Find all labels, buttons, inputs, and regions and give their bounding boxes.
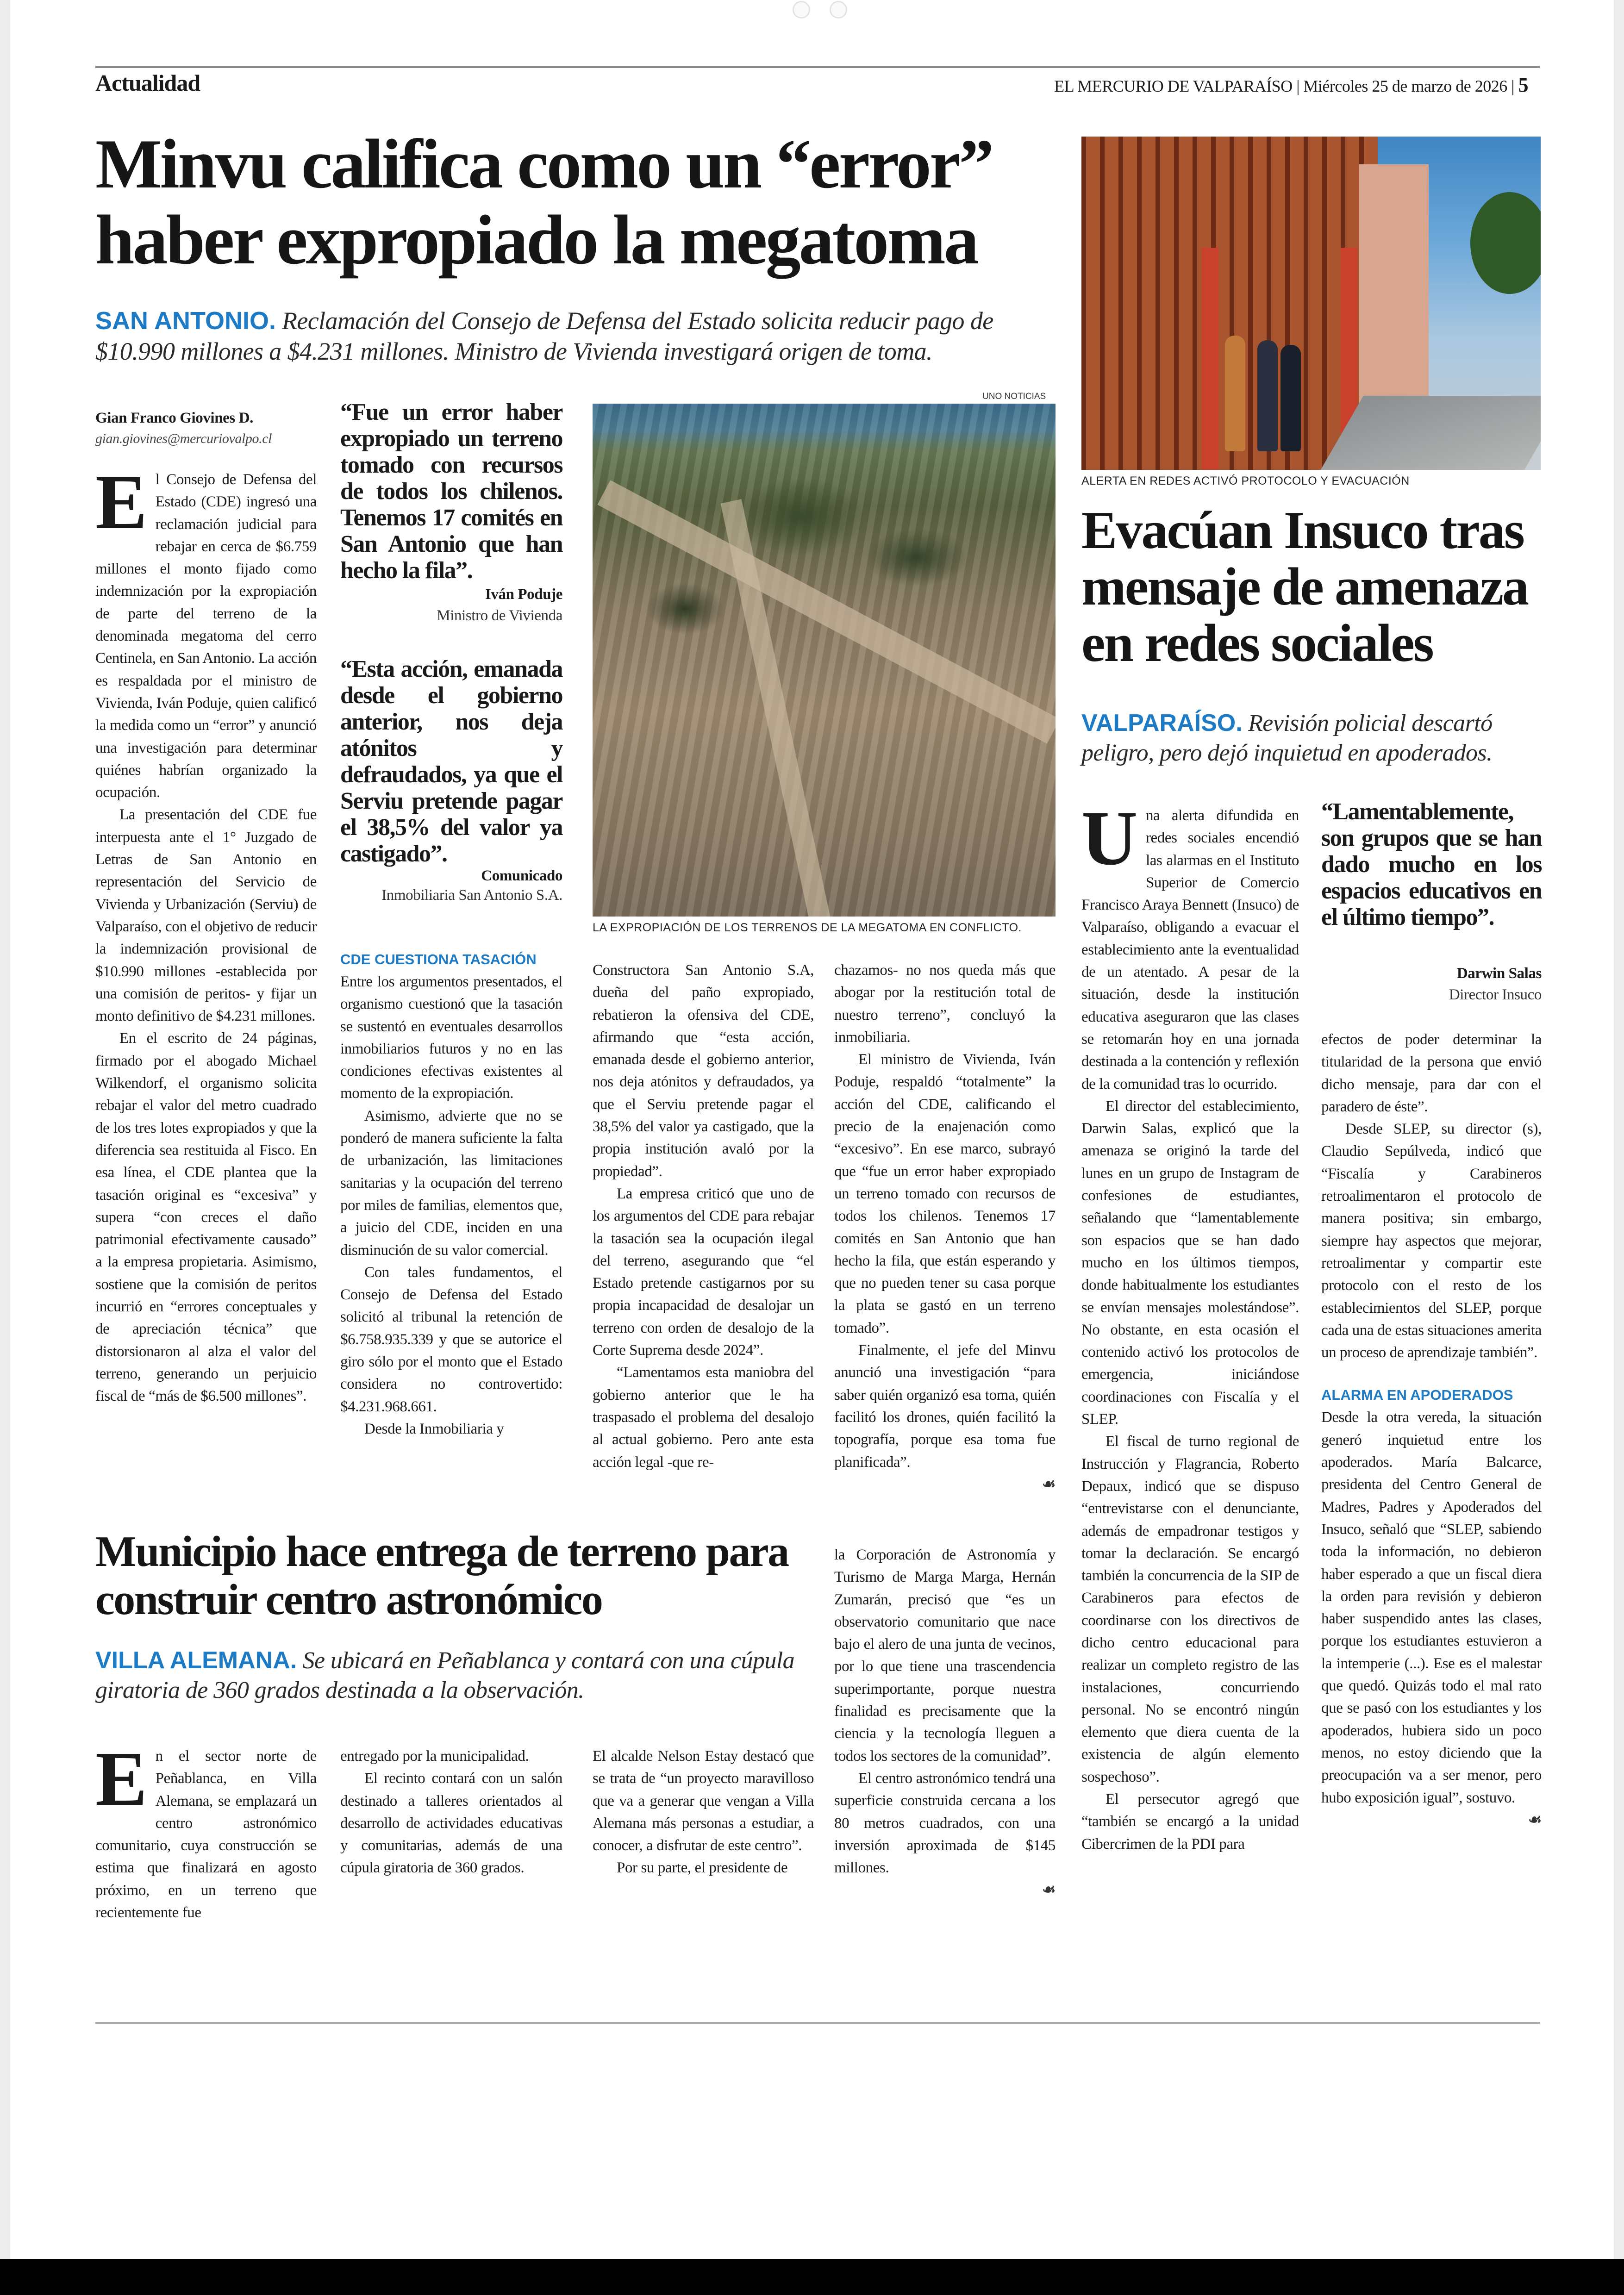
astro-col-2	[340, 1745, 562, 1879]
paragraph: Con tales fundamentos, el Consejo de Defensa del Estado solicitó al tribunal la retención de $6.758.935.339 y que se autorice el giro sólo por el monto que el Estado considera no controvertido: $4.231.968.661.	[340, 1264, 562, 1415]
bottom-rule	[95, 2022, 1540, 2024]
pull-quote: “Lamentablemente, son grupos que se han dado mucho en los espacios educativos en el último tiempo”.	[1321, 798, 1542, 930]
astro-col-3	[593, 1745, 814, 1879]
photo-caption: ALERTA EN REDES ACTIVÓ PROTOCOLO Y EVACUACIÓN	[1081, 474, 1410, 487]
top-rule	[95, 66, 1540, 68]
page-nav-next-icon[interactable]	[830, 1, 847, 19]
paragraph: El centro astronómico tendrá una superficie construida cercana a los 80 metros cuadrados, con una inversión aproximada de $145 millones.	[834, 1770, 1056, 1877]
pull-quote: “Esta acción, emanada desde el gobierno anterior, nos deja atónitos y defraudados, ya que el Serviu pretende pagar el 38,5% del valor ya castigado”.	[340, 656, 562, 867]
page-nav-prev-icon[interactable]	[793, 1, 810, 19]
paragraph: efectos de poder determinar la titularidad de la persona que envió dicho mensaje, para dar con el paradero de éste”.	[1321, 1031, 1542, 1115]
paragraph: Entre los argumentos presentados, el organismo cuestionó que la tasación se sustentó en eventuales desarrollos inmobiliarios futuros y no en las condiciones efectivas existentes al momento de la expropiación.	[340, 973, 562, 1102]
main-col-3	[593, 959, 814, 1473]
end-mark-icon: ☙	[1042, 1882, 1056, 1899]
paragraph: “Lamentamos esta maniobra del gobierno anterior que le ha traspasado el problema del desalojo al actual gobierno. Pero ante esta acción legal -que re-	[593, 1364, 814, 1471]
subheading: CDE CUESTIONA TASACIÓN	[340, 951, 537, 967]
article-body	[834, 959, 1056, 1473]
paragraph: Constructora San Antonio S.A, dueña del paño expropiado, rebatieron la ofensiva del CDE, afirmando que “esta acción, emanada desde el gobierno anterior, nos deja atónitos y defraudados, ya que el Serviu pretende pagar el 38,5% del valor ya castigado, que la propia institución avaló por la propiedad”.	[593, 962, 814, 1180]
article-body	[593, 959, 814, 1473]
insuco-school-photo	[1081, 137, 1541, 470]
paragraph: l Consejo de Defensa del Estado (CDE) ingresó una reclamación judicial para rebajar en cerca de $6.759 millones el monto fijado como indemnización por la expropiación de parte del terreno de la denominada megatoma del cerro Centinela, en San Antonio. La acción es respaldada por el ministro de Vivienda, Iván Poduje, quien calificó la medida como un “error” y anunció una investigación para determinar quiénes habrían organizado la ocupación.	[95, 471, 317, 801]
quote-author: Iván Poduje	[485, 586, 562, 603]
main-col-4	[834, 959, 1056, 1496]
paragraph: Desde la Inmobiliaria y	[364, 1420, 504, 1437]
paragraph: El director del establecimiento, Darwin Salas, explicó que la amenaza se originó la tarde del lunes en un grupo de Instagram de confesiones de estudiantes, señalando que “lamentablemente son espacios que se han dado mucho en los últimos tiempos, donde habitualmente los estudiantes se envían mensajes molestándose”. No obstante, en esta ocasión el contenido activó los protocolos de emergencia, iniciándose coordinaciones con Fiscalía y el SLEP.	[1081, 1098, 1299, 1428]
end-mark-icon: ☙	[1528, 1811, 1542, 1828]
paragraph: na alerta difundida en redes sociales encendió las alarmas en el Instituto Superior de Comercio Francisco Araya Bennett (Insuco) de Valparaíso, obligando a evacuar el establecimiento ante la eventualidad de un atentado. A pesar de la situación, desde la institución educativa aseguraron que las clases se retomarán hoy en una jornada destinada a la contención y reflexión de la comunidad tras lo ocurrido.	[1081, 807, 1299, 1092]
deck-text: Se ubicará en Peñablanca y contará con una cúpula giratoria de 360 grados destinada a la observación.	[95, 1647, 794, 1703]
quote-author: Darwin Salas	[1456, 965, 1542, 982]
megatoma-aerial-photo	[593, 404, 1056, 917]
quote-role: Inmobiliaria San Antonio S.A.	[381, 887, 562, 904]
paragraph: entregado por la municipalidad.	[340, 1748, 529, 1765]
end-mark-icon: ☙	[1042, 1476, 1056, 1493]
newspaper-page	[10, 0, 1614, 2259]
quote-role: Ministro de Vivienda	[437, 607, 562, 624]
deck-location: VILLA ALEMANA.	[95, 1647, 297, 1674]
drop-cap: E	[95, 459, 147, 545]
article-body	[1321, 1029, 1542, 1364]
paragraph: Por su parte, el presidente de	[617, 1859, 788, 1877]
article-body	[1081, 795, 1299, 1855]
photo-credit: UNO NOTICIAS	[982, 392, 1046, 401]
page-number: 5	[1518, 74, 1528, 96]
article-body	[340, 971, 562, 1440]
deck-text: Revisión policial descartó peligro, pero dejó inquietud en apoderados.	[1081, 710, 1493, 766]
quote-role: Director Insuco	[1449, 986, 1542, 1003]
paragraph: chazamos- no nos queda más que abogar por la restitución total de nuestro terreno”, concluyó la inmobiliaria.	[834, 962, 1056, 1046]
astro-headline: Municipio hace entrega de terreno para construir centro astronómico	[95, 1528, 788, 1624]
paragraph: La empresa criticó que uno de los argumentos del CDE para rebajar la tasación sea la ocupación ilegal del terreno, asegurando que “el Estado pretende castigarnos por su propia incapacidad de desalojar un terreno con orden de desalojo de la Corte Suprema desde 2024”.	[593, 1185, 814, 1359]
author-name: Gian Franco Giovines D.	[95, 410, 253, 426]
paragraph: Finalmente, el jefe del Minvu anunció una investigación “para saber quién organizó esa toma, quién facilitó los drones, quién facilitó la topografía, porque esa toma fue planificada”.	[834, 1342, 1056, 1471]
paragraph: El alcalde Nelson Estay destacó que se trata de “un proyecto maravilloso que va a generar que vengan a Villa Alemana más personas a estudiar, a conocer, a disfrutar de este centro”.	[593, 1748, 814, 1854]
astro-col-4	[834, 1544, 1056, 1902]
insuco-col-2	[1321, 798, 1542, 1831]
paragraph: En el escrito de 24 páginas, firmado por el abogado Michael Wilkendorf, el organismo solicita rebajar el valor del metro cuadrado de los tres lotes expropiados y que la diferencia sea restituida al Fisco. En esa línea, el CDE plantea que la tasación original es “excesiva” y supera “con creces el daño patrimonial efectivamente causado” a la empresa propietaria. Asimismo, sostiene que la comisión de peritos incurrió en “errores conceptuales y de apreciación técnica” que distorsionaron al alza el valor del terreno, generando un perjuicio fiscal de “más de $6.500 millones”.	[95, 1030, 317, 1405]
pull-quote: “Fue un error haber expropiado un terreno tomado con recursos de todos los chilenos. Tenemos 17 comités en San Antonio que han hecho la fila”.	[340, 399, 562, 584]
deck-location: SAN ANTONIO.	[95, 307, 276, 335]
article-body	[834, 1544, 1056, 1879]
issue-date: Miércoles 25 de marzo de 2026	[1303, 77, 1507, 95]
paragraph: El persecutor agregó que “también se encargó a la unidad Cibercrimen de la PDI para	[1081, 1791, 1299, 1852]
article-body	[340, 1745, 562, 1879]
article-body	[95, 459, 317, 1407]
paragraph: El ministro de Vivienda, Iván Poduje, respaldó “totalmente” la acción del CDE, calificando el precio de la enajenación como “excesivo”. En ese marco, subrayó que “fue un error haber expropiado un terreno tomado con recursos de todos los chilenos. Tenemos 17 comités en San Antonio que han hecho la fila, que están esperando y que no pueden tener su casa porque la plata se gastó en un terreno tomado”.	[834, 1051, 1056, 1336]
masthead: EL MERCURIO DE VALPARAÍSO | Miércoles 25 de marzo de 2026 | 5	[1054, 74, 1528, 96]
deck-text: Reclamación del Consejo de Defensa del Estado solicita reducir pago de $10.990 millones a $4.231 millones. Ministro de Vivienda investigará origen de toma.	[95, 307, 993, 365]
paragraph: Desde la otra vereda, la situación generó inquietud entre los apoderados. María Balcarce, presidenta del Centro General de Madres, Padres y Apoderados del Insuco, señaló que “SLEP, sabiendo toda la información, no debieron haber esperado a que un fiscal diera la orden para revisión y debieron haber suspendido antes las clases, porque los estudiantes estuvieron a la intemperie (...). Ese es el malestar que quedó. Quizás todo el mal rato que se pasó con los estudiantes y los apoderados, hubiera sido un poco menos, no estoy diciendo que la preocupación va a ser menor, pero hubo exposición igual”, sostuvo.	[1321, 1409, 1542, 1806]
insuco-col-1	[1081, 795, 1299, 1855]
quote-author: Comunicado	[481, 867, 562, 884]
section-label: Actualidad	[95, 70, 200, 96]
viewer-bottom-bar	[0, 2259, 1624, 2295]
paragraph: n el sector norte de Peñablanca, en Villa Alemana, se emplazará un centro astronómico comunitario, cuya construcción se estima que finalizará en agosto próximo, en un terreno que recientemente fue	[95, 1748, 317, 1921]
main-col-2	[340, 399, 562, 1440]
main-deck	[95, 306, 1063, 367]
main-col-1	[95, 407, 317, 1407]
insuco-deck	[1081, 708, 1544, 768]
paragraph: El fiscal de turno regional de Instrucción y Flagrancia, Roberto Depaux, indicó que se dispuso “entrevistarse con el denunciante, además de empadronar testigos y tomar la declaración. Se encargó también la concurrencia de la SIP de Carabineros para efectos de coordinarse con los directivos de dicho centro educacional para realizar un completo registro de las instalaciones, concurriendo personal. No se encontró ningún elemento que diera cuenta de la existencia de algún elemento sospechoso”.	[1081, 1433, 1299, 1785]
paragraph: El recinto contará con un salón destinado a talleres orientados al desarrollo de actividades educativas y comunitarias, además de una cúpula giratoria de 360 grados.	[340, 1770, 562, 1877]
subheading: ALARMA EN APODERADOS	[1321, 1387, 1513, 1403]
article-body	[593, 1745, 814, 1879]
paragraph: la Corporación de Astronomía y Turismo de Marga Marga, Hernán Zumarán, precisó que “es un observatorio comunitario que nace bajo el alero de una junta de vecinos, por lo que tiene una trascendencia superimportante, porque nuestra finalidad es precisamente que la ciencia y la tecnología lleguen a todos los sectores de la comunidad”.	[834, 1547, 1056, 1765]
insuco-headline: Evacúan Insuco tras mensaje de amenaza en redes sociales	[1081, 501, 1528, 673]
paragraph: Asimismo, advierte que no se ponderó de manera suficiente la falta de urbanización, las limitaciones sanitarias y la ocupación del terreno por miles de familias, elementos que, a juicio del CDE, inciden en una disminución de su valor comercial.	[340, 1107, 562, 1259]
paragraph: Desde SLEP, su director (s), Claudio Sepúlveda, indicó que “Fiscalía y Carabineros retroalimentaron el protocolo de manera positiva; sin embargo, siempre hay aspectos que mejorar, retroalimentar y compartir este protocolo con el resto de los establecimientos del SLEP, porque cada una de estas situaciones amerita un proceso de aprendizaje también”.	[1321, 1121, 1542, 1361]
author-email[interactable]: gian.giovines@mercuriovalpo.cl	[95, 431, 272, 446]
drop-cap: E	[95, 1736, 147, 1822]
astro-col-1	[95, 1736, 317, 1924]
deck-location: VALPARAÍSO.	[1081, 710, 1243, 736]
main-headline: Minvu califica como un “error” haber expropiado la megatoma	[95, 125, 993, 279]
newspaper-name: EL MERCURIO DE VALPARAÍSO	[1054, 77, 1293, 95]
paragraph: La presentación del CDE fue interpuesta ante el 1° Juzgado de Letras de San Antonio en representación del Servicio de Vivienda y Urbanización (Serviu) de Valparaíso, con el objetivo de reducir la indemnización provisional de $10.990 millones -establecida por una comisión de peritos- y fijar un monto definitivo de $4.231 millones.	[95, 806, 317, 1025]
drop-cap: U	[1081, 795, 1137, 881]
article-body	[1321, 1406, 1542, 1809]
astro-deck	[95, 1646, 818, 1705]
photo-caption: LA EXPROPIACIÓN DE LOS TERRENOS DE LA MEGATOMA EN CONFLICTO.	[593, 921, 1022, 934]
